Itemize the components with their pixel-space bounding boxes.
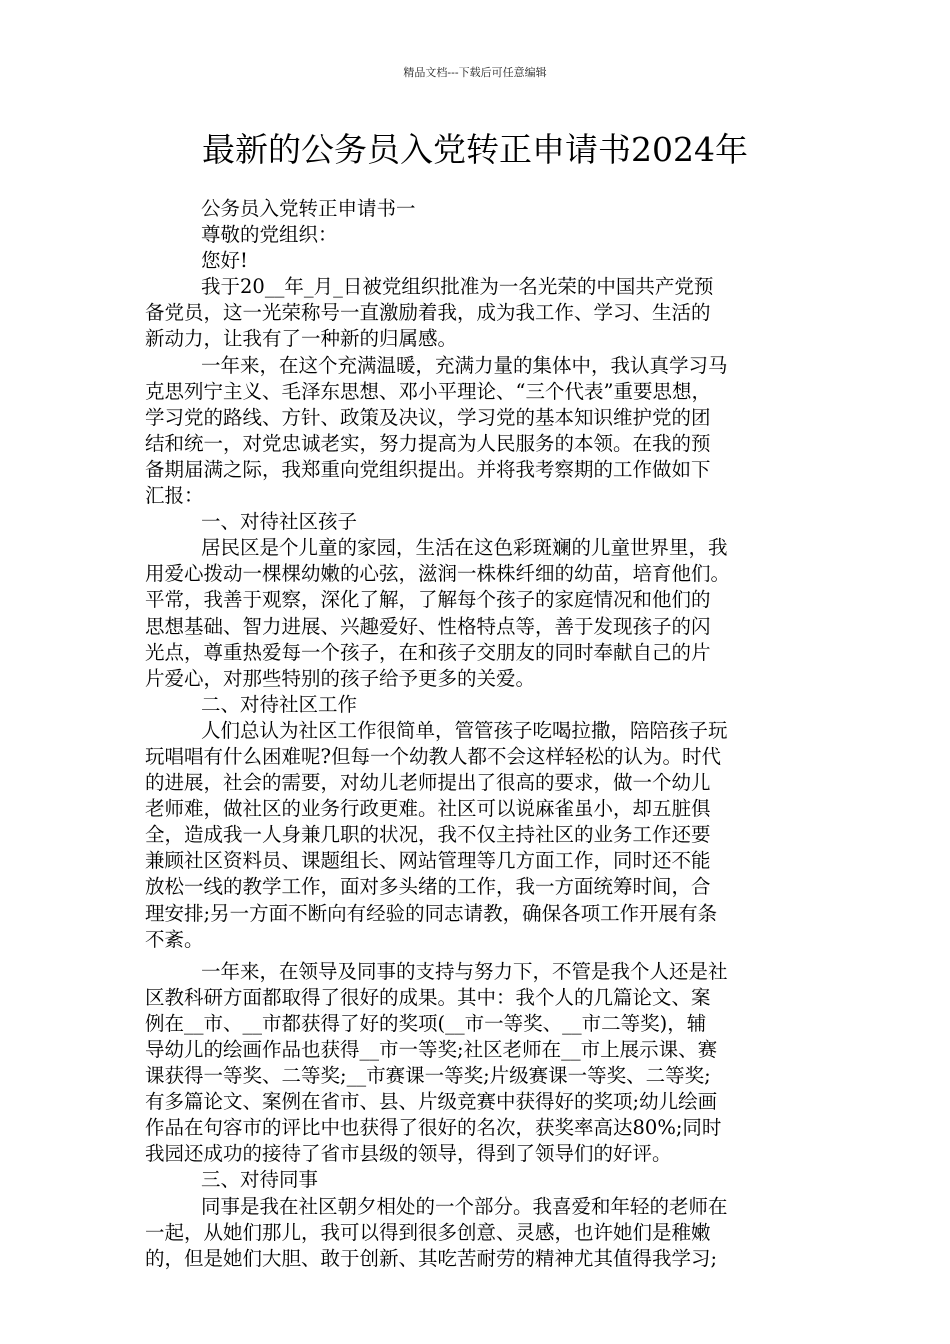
- paragraph-line: 玩唱唱有什么困难呢?但每一个幼教人都不会这样轻松的认为。时代: [145, 744, 721, 768]
- paragraph-line: 放松一线的教学工作，面对多头绪的工作，我一方面统筹时间，合: [145, 875, 711, 899]
- section-heading: 三、对待同事: [201, 1168, 319, 1192]
- subtitle: 公务员入党转正申请书一: [201, 197, 416, 220]
- paragraph-line: 有多篇论文、案例在省市、县、片级竞赛中获得好的奖项;幼儿绘画: [145, 1090, 718, 1114]
- document-title: 最新的公务员入党转正申请书2024年: [202, 130, 748, 169]
- paragraph-line: 全，造成我一人身兼几职的状况，我不仅主持社区的业务工作还要: [145, 823, 711, 847]
- paragraph-line: 同事是我在社区朝夕相处的一个部分。我喜爱和年轻的老师在: [201, 1194, 728, 1218]
- section-heading: 一、对待社区孩子: [201, 510, 358, 534]
- paragraph-line: 居民区是个儿童的家园，生活在这色彩斑斓的儿童世界里，我: [201, 536, 728, 560]
- paragraph-line: 思想基础、智力进展、兴趣爱好、性格特点等，善于发现孩子的闪: [145, 614, 711, 638]
- paragraph-line: 备期届满之际，我郑重向党组织提出。并将我考察期的工作做如下: [145, 457, 711, 481]
- paragraph-line: 学习党的路线、方针、政策及决议，学习党的基本知识维护党的团: [145, 405, 711, 429]
- paragraph-line: 课获得一等奖、二等奖;__市赛课一等奖;片级赛课一等奖、二等奖;: [145, 1064, 711, 1088]
- paragraph-line: 不紊。: [145, 927, 204, 951]
- paragraph-line: 兼顾社区资料员、课题组长、网站管理等几方面工作，同时还不能: [145, 849, 711, 873]
- paragraph-line: 平常，我善于观察，深化了解，了解每个孩子的家庭情况和他们的: [145, 588, 711, 612]
- section-heading: 二、对待社区工作: [201, 692, 358, 716]
- paragraph-line: 的进展，社会的需要，对幼儿老师提出了很高的要求，做一个幼儿: [145, 771, 711, 795]
- paragraph-line: 我园还成功的接待了省市县级的领导，得到了领导们的好评。: [145, 1142, 672, 1166]
- header-note: 精品文档---下载后可任意编辑: [403, 66, 547, 79]
- paragraph-line: 老师难，做社区的业务行政更难。社区可以说麻雀虽小，却五脏俱: [145, 797, 711, 821]
- paragraph-line: 克思列宁主义、毛泽东思想、邓小平理论、“三个代表”重要思想，: [145, 379, 711, 403]
- paragraph-line: 导幼儿的绘画作品也获得__市一等奖;社区老师在__市上展示课、赛: [145, 1038, 718, 1061]
- paragraph-line: 例在__市、__市都获得了好的奖项(__市一等奖、__市二等奖)，辅: [145, 1011, 707, 1035]
- paragraph-line: 理安排;另一方面不断向有经验的同志请教，确保各项工作开展有条: [145, 901, 718, 925]
- paragraph-line: 备党员，这一光荣称号一直激励着我，成为我工作、学习、生活的: [145, 301, 711, 325]
- paragraph-line: 汇报：: [145, 484, 204, 508]
- paragraph-line: 用爱心拨动一棵棵幼嫩的心弦，滋润一株株纤细的幼苗，培育他们。: [145, 562, 731, 586]
- paragraph-line: 一年来，在这个充满温暖，充满力量的集体中，我认真学习马: [201, 353, 728, 377]
- paragraph-line: 片爱心，对那些特别的孩子给予更多的关爱。: [145, 666, 536, 690]
- salutation: 尊敬的党组织：: [201, 223, 338, 247]
- paragraph-line: 新动力，让我有了一种新的归属感。: [145, 327, 458, 351]
- paragraph-line: 的，但是她们大胆、敢于创新、其吃苦耐劳的精神尤其值得我学习;: [145, 1246, 718, 1270]
- greeting: 您好!: [201, 249, 248, 273]
- paragraph-line: 一起，从她们那儿，我可以得到很多创意、灵感，也许她们是稚嫩: [145, 1220, 711, 1244]
- paragraph-line: 我于20__年_月_日被党组织批准为一名光荣的中国共产党预: [201, 275, 714, 299]
- paragraph-line: 一年来，在领导及同事的支持与努力下，不管是我个人还是社: [201, 959, 728, 983]
- document-body: [145, 196, 807, 1272]
- paragraph-line: 光点，尊重热爱每一个孩子，在和孩子交朋友的同时奉献自己的片: [145, 640, 711, 664]
- paragraph-line: 结和统一，对党忠诚老实，努力提高为人民服务的本领。在我的预: [145, 431, 711, 455]
- paragraph-line: 人们总认为社区工作很简单，管管孩子吃喝拉撒，陪陪孩子玩: [201, 718, 728, 742]
- paragraph-line: 区教科研方面都取得了很好的成果。其中：我个人的几篇论文、案: [145, 985, 711, 1009]
- paragraph-line: 作品在句容市的评比中也获得了很好的名次，获奖率高达80%;同时: [145, 1116, 722, 1140]
